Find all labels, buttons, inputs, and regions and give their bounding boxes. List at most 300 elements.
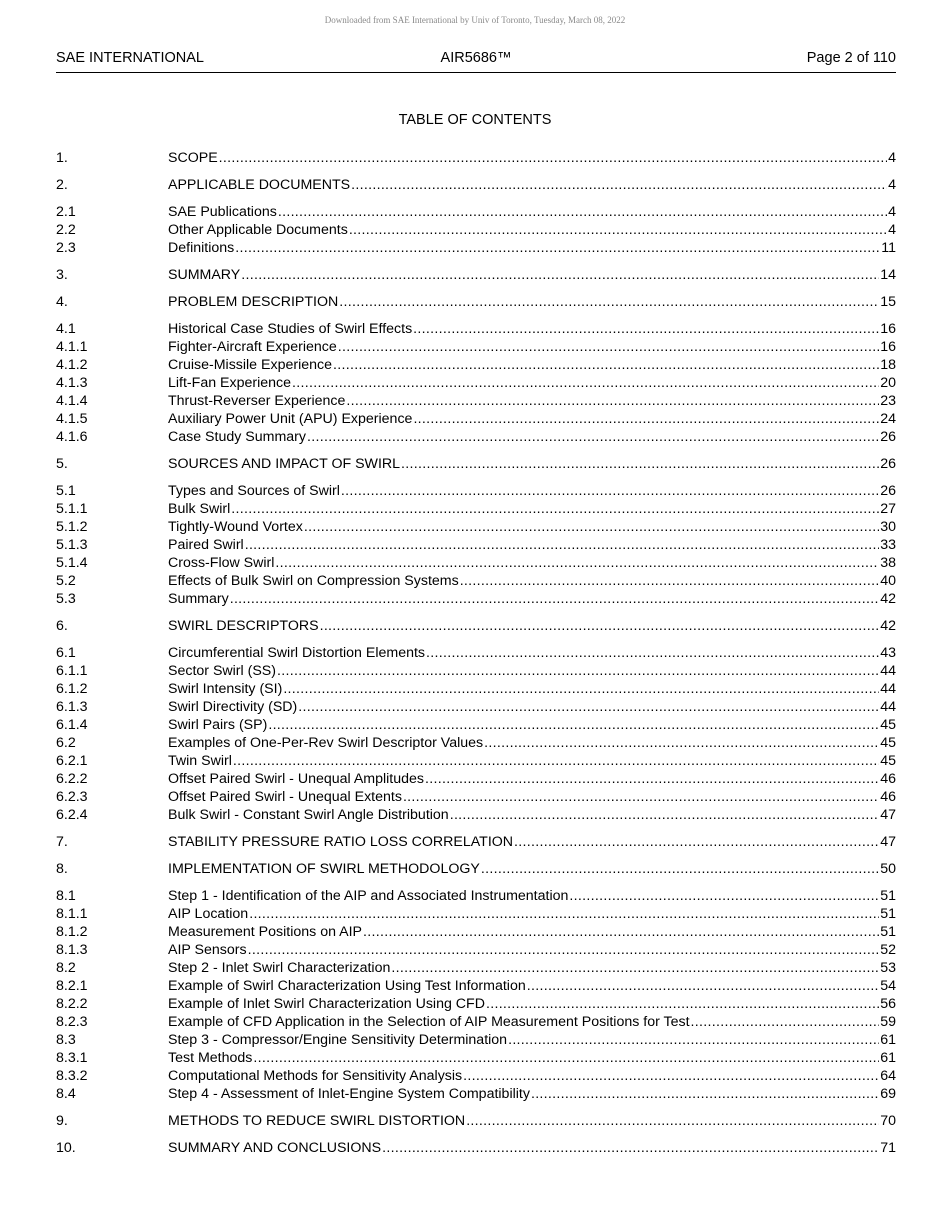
toc-section-number: 5.2 [56, 573, 76, 589]
toc-entry[interactable] [56, 833, 896, 851]
toc-section-title: Case Study Summary [168, 429, 306, 445]
toc-entry-line [168, 959, 896, 977]
dot-leader [425, 770, 879, 788]
dot-leader [338, 338, 879, 356]
toc-section-number: 1. [56, 150, 68, 166]
toc-entry-line [168, 338, 896, 356]
toc-section-number: 2.2 [56, 222, 76, 238]
toc-section-number: 4.1.4 [56, 393, 88, 409]
toc-section-title: Summary [168, 591, 229, 607]
toc-entry[interactable] [56, 770, 896, 788]
toc-section-number: 6.1 [56, 645, 76, 661]
dot-leader [235, 239, 880, 257]
toc-section-number: 8.2.2 [56, 996, 88, 1012]
toc-entry[interactable] [56, 752, 896, 770]
toc-section-title: Examples of One-Per-Rev Swirl Descriptor Values [168, 735, 484, 751]
toc-entry[interactable] [56, 149, 896, 167]
toc-section-number: 6. [56, 618, 68, 634]
dot-leader [508, 1031, 879, 1049]
dot-leader [569, 887, 879, 905]
toc-section-number: 8. [56, 861, 68, 877]
dot-leader [277, 662, 879, 680]
toc-page-number: 44 [880, 681, 896, 697]
toc-entry[interactable] [56, 392, 896, 410]
dot-leader [413, 410, 879, 428]
toc-entry[interactable] [56, 1139, 896, 1157]
dot-leader [307, 428, 879, 446]
toc-page-number: 61 [880, 1032, 896, 1048]
toc-page-number: 38 [880, 555, 896, 571]
toc-entry[interactable] [56, 1067, 896, 1085]
toc-entry-line [168, 356, 896, 374]
toc-section-number: 5.1.1 [56, 501, 88, 517]
dot-leader [486, 995, 879, 1013]
toc-entry[interactable] [56, 374, 896, 392]
toc-page-number: 4 [888, 177, 896, 193]
toc-page-number: 11 [881, 240, 896, 256]
toc-entry-line [168, 1139, 896, 1157]
toc-section-title: Measurement Positions on AIP [168, 924, 362, 940]
toc-page-number: 45 [880, 717, 896, 733]
toc-page-number: 14 [880, 267, 896, 283]
dot-leader [382, 1139, 879, 1157]
toc-entry[interactable] [56, 959, 896, 977]
toc-section-number: 8.4 [56, 1086, 76, 1102]
toc-section-title: Example of CFD Application in the Selection of AIP Measurement Positions for Test [168, 1014, 690, 1030]
toc-entry[interactable] [56, 977, 896, 995]
dot-leader [268, 716, 879, 734]
toc-page-number: 70 [880, 1113, 896, 1129]
toc-section-title: Swirl Intensity (SI) [168, 681, 283, 697]
toc-page-number: 44 [880, 663, 896, 679]
toc-page-number: 50 [880, 861, 896, 877]
toc-entry[interactable] [56, 1049, 896, 1067]
toc-section-number: 8.2.1 [56, 978, 88, 994]
toc-section-number: 8.2 [56, 960, 76, 976]
toc-entry-line [168, 1013, 896, 1031]
dot-leader [275, 554, 879, 572]
toc-entry-line [168, 887, 896, 905]
toc-entry-line [168, 500, 896, 518]
toc-entry[interactable] [56, 176, 896, 194]
toc-page-number: 42 [880, 618, 896, 634]
dot-leader [320, 617, 880, 635]
toc-entry[interactable] [56, 806, 896, 824]
dot-leader [426, 644, 879, 662]
toc-entry-line [168, 662, 896, 680]
toc-section-number: 6.1.3 [56, 699, 88, 715]
toc-page-number: 59 [880, 1014, 896, 1030]
dot-leader [484, 734, 879, 752]
toc-entry[interactable] [56, 590, 896, 608]
toc-section-number: 6.1.4 [56, 717, 88, 733]
toc-entry-line [168, 923, 896, 941]
toc-section-number: 5.1 [56, 483, 76, 499]
toc-entry[interactable] [56, 428, 896, 446]
toc-page-number: 16 [880, 339, 896, 355]
toc-entry[interactable] [56, 1112, 896, 1130]
toc-section-title: Thrust-Reverser Experience [168, 393, 346, 409]
toc-section-title: SOURCES AND IMPACT OF SWIRL [168, 456, 401, 472]
toc-page-number: 42 [880, 591, 896, 607]
download-watermark: Downloaded from SAE International by Univ of Toronto, Tuesday, March 08, 2022 [324, 15, 626, 25]
toc-section-number: 4.1.6 [56, 429, 88, 445]
toc-entry-line [168, 860, 896, 878]
toc-section-number: 3. [56, 267, 68, 283]
toc-section-number: 6.1.2 [56, 681, 88, 697]
toc-section-number: 4.1.1 [56, 339, 88, 355]
toc-page-number: 53 [880, 960, 896, 976]
toc-entry[interactable] [56, 995, 896, 1013]
toc-section-title: Step 2 - Inlet Swirl Characterization [168, 960, 391, 976]
toc-entry-line [168, 905, 896, 923]
toc-entry-line [168, 239, 896, 257]
toc-section-number: 8.3 [56, 1032, 76, 1048]
toc-page-number: 71 [880, 1140, 896, 1156]
dot-leader [349, 221, 887, 239]
toc-section-title: Example of Inlet Swirl Characterization Using CFD [168, 996, 485, 1012]
toc-entry-line [168, 617, 896, 635]
dot-leader [460, 572, 880, 590]
toc-entry[interactable] [56, 1013, 896, 1031]
toc-section-title: APPLICABLE DOCUMENTS [168, 177, 351, 193]
dot-leader [691, 1013, 880, 1031]
toc-entry[interactable] [56, 239, 896, 257]
toc-entry-line [168, 680, 896, 698]
toc-entry-line [168, 1085, 896, 1103]
toc-entry[interactable] [56, 554, 896, 572]
toc-entry[interactable] [56, 698, 896, 716]
toc-section-title: Sector Swirl (SS) [168, 663, 276, 679]
dot-leader [304, 518, 879, 536]
toc-entry[interactable] [56, 500, 896, 518]
toc-page-number: 54 [880, 978, 896, 994]
toc-section-title: Computational Methods for Sensitivity Analysis [168, 1068, 463, 1084]
toc-entry-line [168, 698, 896, 716]
toc-section-title: SUMMARY [168, 267, 241, 283]
dot-leader [245, 536, 880, 554]
toc-section-number: 5.3 [56, 591, 76, 607]
dot-leader [391, 959, 879, 977]
toc-entry-line [168, 374, 896, 392]
dot-leader [514, 833, 879, 851]
toc-entry-line [168, 149, 896, 167]
toc-section-title: Effects of Bulk Swirl on Compression Systems [168, 573, 459, 589]
toc-entry[interactable] [56, 572, 896, 590]
publisher-name: SAE INTERNATIONAL [56, 50, 204, 66]
toc-page-number: 4 [888, 150, 896, 166]
toc-section-title: Swirl Pairs (SP) [168, 717, 268, 733]
toc-section-title: Cruise-Missile Experience [168, 357, 332, 373]
toc-entry-line [168, 734, 896, 752]
toc-section-number: 2. [56, 177, 68, 193]
toc-entry-line [168, 266, 896, 284]
dot-leader [339, 293, 879, 311]
toc-entry-line [168, 644, 896, 662]
dot-leader [292, 374, 879, 392]
toc-entry[interactable] [56, 536, 896, 554]
toc-section-title: Offset Paired Swirl - Unequal Amplitudes [168, 771, 425, 787]
toc-section-number: 8.2.3 [56, 1014, 88, 1030]
toc-page-number: 33 [880, 537, 896, 553]
toc-section-title: SAE Publications [168, 204, 277, 220]
toc-section-title: Circumferential Swirl Distortion Elements [168, 645, 426, 661]
dot-leader [233, 752, 879, 770]
toc-entry-line [168, 995, 896, 1013]
toc-section-number: 6.2.3 [56, 789, 88, 805]
page-number: Page 2 of 110 [806, 50, 896, 66]
toc-page-number: 46 [880, 771, 896, 787]
toc-entry[interactable] [56, 644, 896, 662]
toc-section-title: Types and Sources of Swirl [168, 483, 340, 499]
toc-section-title: STABILITY PRESSURE RATIO LOSS CORRELATION [168, 834, 514, 850]
toc-section-title: Paired Swirl [168, 537, 244, 553]
toc-page-number: 56 [880, 996, 896, 1012]
table-of-contents [56, 149, 896, 1157]
toc-entry[interactable] [56, 788, 896, 806]
toc-section-number: 6.1.1 [56, 663, 88, 679]
toc-section-title: Fighter-Aircraft Experience [168, 339, 337, 355]
toc-section-title: Bulk Swirl [168, 501, 231, 517]
toc-entry[interactable] [56, 410, 896, 428]
toc-section-title: Swirl Directivity (SD) [168, 699, 298, 715]
page-header [56, 50, 896, 73]
toc-entry-line [168, 590, 896, 608]
toc-section-title: SUMMARY AND CONCLUSIONS [168, 1140, 382, 1156]
toc-entry[interactable] [56, 356, 896, 374]
toc-page-number: 40 [880, 573, 896, 589]
toc-page-number: 18 [880, 357, 896, 373]
toc-page-number: 46 [880, 789, 896, 805]
toc-section-number: 4.1.5 [56, 411, 88, 427]
toc-section-title: Cross-Flow Swirl [168, 555, 275, 571]
toc-entry-line [168, 221, 896, 239]
toc-section-title: Step 4 - Assessment of Inlet-Engine System Compatibility [168, 1086, 530, 1102]
toc-page-number: 4 [888, 222, 896, 238]
toc-entry[interactable] [56, 518, 896, 536]
dot-leader [463, 1067, 879, 1085]
toc-entry[interactable] [56, 455, 896, 473]
toc-entry[interactable] [56, 860, 896, 878]
toc-section-title: SWIRL DESCRIPTORS [168, 618, 319, 634]
toc-page-number: 61 [880, 1050, 896, 1066]
dot-leader [298, 698, 879, 716]
dot-leader [230, 590, 880, 608]
toc-page-number: 4 [888, 204, 896, 220]
toc-entry-line [168, 320, 896, 338]
toc-section-number: 7. [56, 834, 68, 850]
toc-entry[interactable] [56, 716, 896, 734]
toc-section-title: Test Methods [168, 1050, 253, 1066]
dot-leader [253, 1049, 879, 1067]
toc-page-number: 45 [880, 753, 896, 769]
toc-title: TABLE OF CONTENTS [398, 112, 552, 128]
toc-entry-line [168, 203, 896, 221]
toc-page-number: 20 [880, 375, 896, 391]
dot-leader [403, 788, 879, 806]
toc-page-number: 69 [880, 1086, 896, 1102]
toc-section-number: 4.1.3 [56, 375, 88, 391]
dot-leader [363, 923, 879, 941]
toc-section-number: 8.1 [56, 888, 76, 904]
toc-section-number: 4.1.2 [56, 357, 88, 373]
toc-entry[interactable] [56, 617, 896, 635]
toc-section-title: Lift-Fan Experience [168, 375, 292, 391]
toc-section-title: Example of Swirl Characterization Using Test Information [168, 978, 526, 994]
toc-entry-line [168, 1049, 896, 1067]
dot-leader [450, 806, 880, 824]
toc-page-number: 44 [880, 699, 896, 715]
toc-page-number: 30 [880, 519, 896, 535]
toc-section-title: Step 3 - Compressor/Engine Sensitivity Determination [168, 1032, 508, 1048]
document-id: AIR5686™ [440, 50, 512, 66]
toc-page-number: 51 [880, 924, 896, 940]
toc-section-number: 5.1.3 [56, 537, 88, 553]
toc-entry[interactable] [56, 734, 896, 752]
toc-section-title: IMPLEMENTATION OF SWIRL METHODOLOGY [168, 861, 480, 877]
toc-section-number: 8.1.3 [56, 942, 88, 958]
toc-entry-line [168, 176, 896, 194]
dot-leader [413, 320, 879, 338]
toc-page-number: 24 [880, 411, 896, 427]
toc-section-title: Twin Swirl [168, 753, 232, 769]
dot-leader [241, 266, 879, 284]
dot-leader [531, 1085, 879, 1103]
toc-entry[interactable] [56, 293, 896, 311]
toc-section-title: SCOPE [168, 150, 218, 166]
toc-entry[interactable] [56, 221, 896, 239]
toc-section-title: METHODS TO REDUCE SWIRL DISTORTION [168, 1113, 466, 1129]
dot-leader [401, 455, 879, 473]
toc-entry-line [168, 752, 896, 770]
toc-page-number: 64 [880, 1068, 896, 1084]
toc-page-number: 27 [880, 501, 896, 517]
toc-section-title: AIP Sensors [168, 942, 247, 958]
toc-section-number: 4.1 [56, 321, 76, 337]
toc-entry-line [168, 833, 896, 851]
toc-section-number: 6.2.1 [56, 753, 88, 769]
toc-entry-line [168, 455, 896, 473]
toc-section-title: Other Applicable Documents [168, 222, 348, 238]
toc-entry-line [168, 1067, 896, 1085]
dot-leader [249, 905, 879, 923]
toc-entry-line [168, 941, 896, 959]
toc-page-number: 45 [880, 735, 896, 751]
toc-entry-line [168, 428, 896, 446]
toc-entry-line [168, 410, 896, 428]
dot-leader [481, 860, 879, 878]
toc-page-number: 47 [880, 807, 896, 823]
dot-leader [248, 941, 880, 959]
toc-page-number: 26 [880, 483, 896, 499]
toc-section-number: 6.2.2 [56, 771, 88, 787]
toc-section-number: 2.3 [56, 240, 76, 256]
dot-leader [278, 203, 887, 221]
toc-entry[interactable] [56, 266, 896, 284]
toc-page-number: 23 [880, 393, 896, 409]
toc-entry-line [168, 1031, 896, 1049]
toc-section-number: 6.2 [56, 735, 76, 751]
toc-entry-line [168, 392, 896, 410]
toc-entry[interactable] [56, 203, 896, 221]
toc-section-number: 8.1.1 [56, 906, 88, 922]
toc-entry[interactable] [56, 923, 896, 941]
toc-entry-line [168, 518, 896, 536]
toc-page-number: 43 [880, 645, 896, 661]
toc-section-number: 5.1.2 [56, 519, 88, 535]
toc-entry-line [168, 572, 896, 590]
toc-entry-line [168, 716, 896, 734]
toc-entry[interactable] [56, 338, 896, 356]
toc-section-title: Step 1 - Identification of the AIP and Associated Instrumentation [168, 888, 569, 904]
dot-leader [333, 356, 879, 374]
toc-entry-line [168, 1112, 896, 1130]
dot-leader [219, 149, 887, 167]
toc-section-number: 5.1.4 [56, 555, 88, 571]
toc-page-number: 26 [880, 456, 896, 472]
toc-section-title: Definitions [168, 240, 235, 256]
toc-page-number: 47 [880, 834, 896, 850]
toc-entry[interactable] [56, 941, 896, 959]
toc-section-number: 8.1.2 [56, 924, 88, 940]
dot-leader [466, 1112, 879, 1130]
toc-entry[interactable] [56, 482, 896, 500]
toc-entry[interactable] [56, 320, 896, 338]
toc-section-number: 5. [56, 456, 68, 472]
toc-page-number: 26 [880, 429, 896, 445]
toc-entry-line [168, 536, 896, 554]
toc-section-number: 9. [56, 1113, 68, 1129]
toc-entry[interactable] [56, 887, 896, 905]
toc-section-title: Offset Paired Swirl - Unequal Extents [168, 789, 402, 805]
toc-section-title: PROBLEM DESCRIPTION [168, 294, 339, 310]
toc-page-number: 51 [880, 906, 896, 922]
toc-entry-line [168, 788, 896, 806]
dot-leader [341, 482, 879, 500]
dot-leader [351, 176, 887, 194]
toc-entry-line [168, 806, 896, 824]
toc-page-number: 16 [880, 321, 896, 337]
dot-leader [231, 500, 879, 518]
toc-section-title: Auxiliary Power Unit (APU) Experience [168, 411, 413, 427]
dot-leader [283, 680, 879, 698]
dot-leader [527, 977, 879, 995]
toc-section-number: 4. [56, 294, 68, 310]
toc-entry-line [168, 554, 896, 572]
toc-section-number: 6.2.4 [56, 807, 88, 823]
toc-section-title: AIP Location [168, 906, 249, 922]
toc-page-number: 51 [880, 888, 896, 904]
toc-entry[interactable] [56, 1031, 896, 1049]
toc-section-number: 2.1 [56, 204, 76, 220]
toc-entry-line [168, 482, 896, 500]
toc-entry-line [168, 977, 896, 995]
toc-page-number: 52 [880, 942, 896, 958]
toc-section-title: Bulk Swirl - Constant Swirl Angle Distribution [168, 807, 449, 823]
toc-page-number: 15 [880, 294, 896, 310]
toc-section-number: 10. [56, 1140, 76, 1156]
toc-entry-line [168, 770, 896, 788]
toc-section-number: 8.3.2 [56, 1068, 88, 1084]
toc-entry[interactable] [56, 662, 896, 680]
toc-entry[interactable] [56, 905, 896, 923]
toc-entry[interactable] [56, 680, 896, 698]
toc-section-title: Tightly-Wound Vortex [168, 519, 303, 535]
dot-leader [346, 392, 879, 410]
toc-section-title: Historical Case Studies of Swirl Effects [168, 321, 413, 337]
toc-section-number: 8.3.1 [56, 1050, 88, 1066]
toc-entry[interactable] [56, 1085, 896, 1103]
